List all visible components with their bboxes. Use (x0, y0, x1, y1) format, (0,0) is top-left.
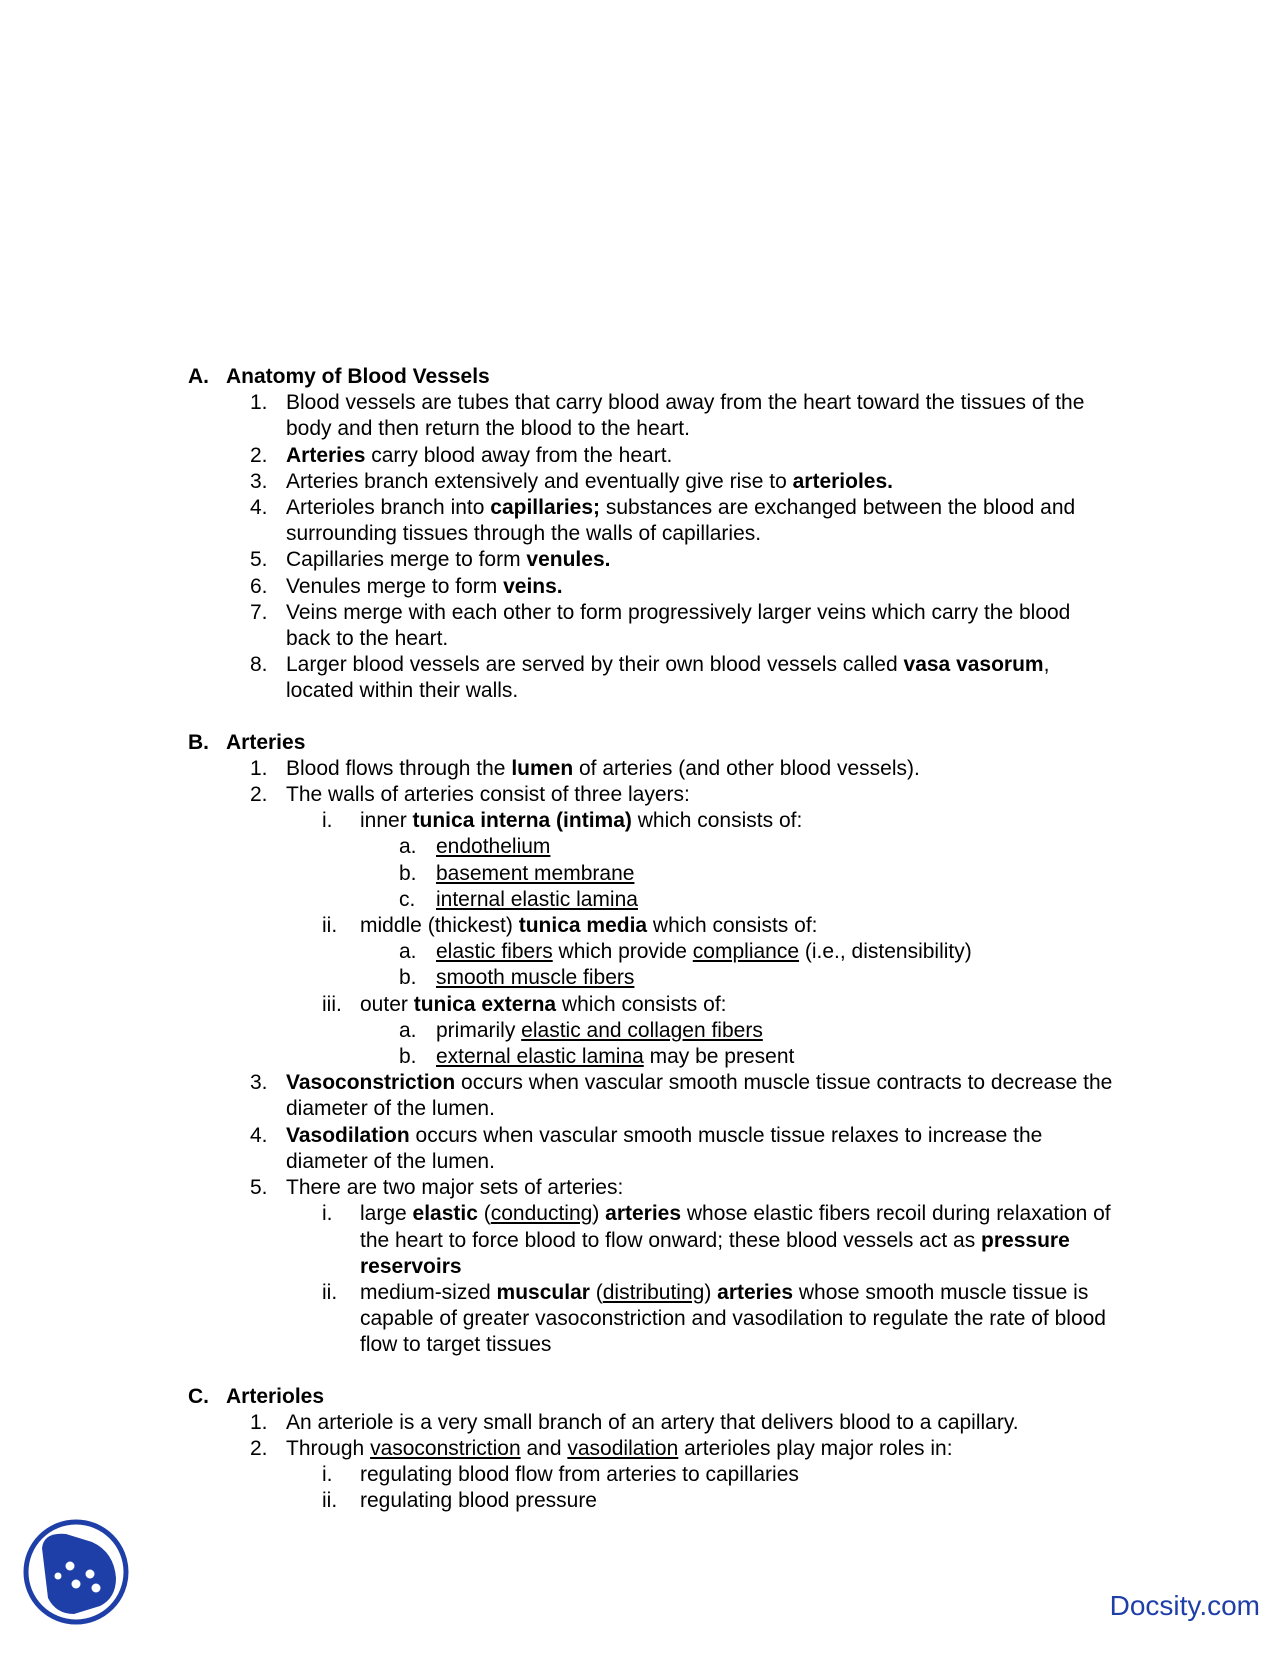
list-item-text: arterioles play major roles in: (678, 1436, 953, 1460)
list-item-text: Larger blood vessels are served by their own blood vessels called (286, 653, 904, 677)
list-item-text: internal elastic lamina (436, 887, 638, 911)
list-item-text: elastic (412, 1202, 478, 1226)
section-title: Anatomy of Blood Vessels (226, 365, 490, 388)
list-marker: 2. (250, 1436, 268, 1460)
list-item (0, 782, 1280, 808)
list-item-text: medium-sized (360, 1280, 497, 1304)
list-marker: b. (399, 1045, 417, 1069)
list-item-text: of arteries (and other blood vessels). (573, 756, 920, 780)
list-marker: b. (399, 861, 417, 885)
section-anatomy (0, 364, 1280, 705)
list-item-text: veins. (503, 574, 563, 598)
list-item (0, 939, 1280, 965)
list-item-text: elastic fibers (436, 940, 553, 964)
list-item-text: vasodilation (567, 1436, 679, 1460)
list-item-text: which consists of: (647, 914, 818, 938)
list-item (0, 574, 1280, 600)
section-arterioles (0, 1384, 1280, 1515)
list-item-text: Capillaries merge to form (286, 548, 527, 572)
list-item (0, 1070, 1280, 1122)
list-item-text: vasoconstriction (370, 1436, 521, 1460)
list-marker: c. (399, 887, 416, 911)
list-item-text: venules. (526, 548, 611, 572)
list-item-text: lumen (511, 756, 574, 780)
list-item-text: , located within their walls. (286, 653, 1050, 703)
list-item (0, 1462, 1280, 1488)
list-item (0, 1123, 1280, 1175)
list-marker: 4. (250, 1123, 268, 1147)
list-marker: a. (399, 940, 417, 964)
list-marker: 7. (250, 600, 268, 624)
list-item-text: inner (360, 809, 413, 833)
list-item-text: which consists of: (631, 809, 803, 833)
section-title: Arterioles (226, 1384, 325, 1408)
list-item (0, 887, 1280, 913)
list-item (0, 1280, 1280, 1359)
list-item-text: occurs when vascular smooth muscle tissue relaxes to increase the diameter of the lumen. (286, 1123, 1043, 1173)
list-item-text: Veins merge with each other to form progressively larger veins which carry the blood back to the heart. (286, 600, 1071, 651)
list-item (0, 1044, 1280, 1070)
list-item (0, 547, 1280, 573)
list-item-text: occurs when vascular smooth muscle tissue contracts to decrease the diameter of the lumen. (286, 1071, 1113, 1121)
section-marker: B. (188, 730, 209, 754)
list-marker: 2. (250, 783, 268, 807)
list-item (0, 913, 1280, 939)
list-item-text: tunica media (518, 914, 648, 938)
list-item-text: ( (477, 1202, 491, 1226)
list-marker: ii. (322, 1489, 338, 1513)
section-heading (0, 364, 1280, 390)
section-title: Arteries (226, 730, 306, 754)
list-marker: a. (399, 835, 417, 859)
list-item-text: Arteries (286, 443, 366, 467)
list-item (0, 390, 1280, 442)
list-item (0, 1488, 1280, 1514)
list-item-text: pressure reservoirs (360, 1228, 1070, 1278)
list-item-text: smooth muscle fibers (436, 966, 635, 990)
list-item-text: which consists of: (556, 992, 727, 1016)
list-marker: iii. (322, 992, 342, 1016)
list-item-text: endothelium (436, 835, 551, 859)
list-item (0, 1410, 1280, 1436)
list-item (0, 1175, 1280, 1201)
list-marker: ii. (322, 914, 338, 938)
list-item-text: regulating blood pressure (360, 1489, 597, 1513)
list-item-text: ) (592, 1202, 606, 1226)
list-item-text: capillaries; (490, 496, 601, 520)
list-item (0, 1018, 1280, 1044)
section-heading (0, 1384, 1280, 1410)
list-item (0, 495, 1280, 547)
list-marker: 1. (250, 391, 268, 415)
list-item-text: Vasodilation (286, 1123, 410, 1147)
section-marker: C. (188, 1384, 209, 1408)
list-item-text: substances are exchanged between the blood and surrounding tissues through the walls of capillaries. (286, 496, 1076, 546)
list-item-text: outer (360, 992, 414, 1016)
list-item-text: and (520, 1436, 568, 1460)
list-marker: 2. (250, 443, 268, 467)
list-item-text: conducting (490, 1202, 593, 1226)
list-marker: 5. (250, 548, 268, 572)
list-item-text: Vasoconstriction (286, 1071, 456, 1095)
section-marker: A. (188, 365, 209, 388)
section-arteries (0, 730, 1280, 1359)
list-item (0, 808, 1280, 834)
list-item-text: (i.e., distensibility) (799, 940, 972, 964)
list-item-text: middle (thickest) (360, 914, 519, 938)
list-marker: i. (322, 1463, 333, 1487)
list-marker: i. (322, 809, 333, 833)
docsity-logo-icon[interactable] (22, 1518, 130, 1626)
list-item (0, 992, 1280, 1018)
list-marker: 1. (250, 1410, 268, 1434)
list-item-text: Arteries branch extensively and eventually give rise to (286, 469, 793, 493)
list-item-text: Venules merge to form (286, 574, 504, 598)
list-item (0, 652, 1280, 704)
list-item-text: ) (704, 1280, 718, 1304)
list-marker: 5. (250, 1176, 268, 1200)
list-item-text: may be present (643, 1045, 795, 1069)
list-item-text: elastic and collagen fibers (521, 1018, 763, 1042)
list-item-text: vasa vasorum (903, 653, 1044, 677)
list-item-text: arteries (717, 1280, 794, 1304)
section-heading (0, 730, 1280, 756)
list-marker: i. (322, 1202, 333, 1226)
list-marker: b. (399, 966, 417, 990)
list-item-text: muscular (496, 1280, 590, 1304)
list-item-text: The walls of arteries consist of three layers: (286, 783, 690, 807)
list-item-text: large (360, 1202, 413, 1226)
list-marker: 1. (250, 756, 268, 780)
list-marker: a. (399, 1018, 417, 1042)
list-item-text: tunica interna (intima) (412, 809, 632, 833)
list-item (0, 834, 1280, 860)
list-item-text: arteries (605, 1202, 682, 1226)
list-marker: 8. (250, 653, 268, 677)
list-item-text: ( (589, 1280, 603, 1304)
list-item-text: Blood vessels are tubes that carry blood away from the heart toward the tissues of the body and then return the blood to the heart. (286, 391, 1085, 441)
list-item-text: regulating blood flow from arteries to capillaries (360, 1463, 799, 1487)
list-item-text: which provide (552, 940, 693, 964)
list-item (0, 1436, 1280, 1462)
list-item-text: compliance (692, 940, 800, 964)
list-item-text: Blood flows through the (286, 756, 512, 780)
logo-graphic (22, 1518, 130, 1626)
list-marker: 4. (250, 496, 268, 520)
list-item-text: whose elastic fibers recoil during relaxation of the heart to force blood to flow onward; these blood vessels act as (360, 1202, 1111, 1252)
list-item (0, 469, 1280, 495)
docsity-brand-link[interactable]: Docsity.com (1109, 1590, 1260, 1621)
list-item (0, 756, 1280, 782)
list-item-text: arterioles. (792, 469, 893, 493)
list-item (0, 861, 1280, 887)
list-item-text: distributing (602, 1280, 705, 1304)
list-marker: 6. (250, 574, 268, 598)
list-item-text: external elastic lamina (436, 1045, 644, 1069)
list-marker: ii. (322, 1280, 338, 1304)
list-marker: 3. (250, 469, 268, 493)
list-item-text: basement membrane (436, 861, 635, 885)
list-item-text: whose smooth muscle tissue is capable of greater vasoconstriction and vasodilation to regulate the rate of blood flow to target tissues (360, 1280, 1106, 1357)
list-item-text: Arterioles branch into (286, 496, 491, 520)
list-item (0, 600, 1280, 652)
list-item-text: An arteriole is a very small branch of an artery that delivers blood to a capillary. (286, 1410, 1019, 1434)
list-item (0, 1201, 1280, 1280)
list-item (0, 443, 1280, 469)
list-item (0, 965, 1280, 991)
document-body (0, 364, 1280, 1540)
list-item-text: carry blood away from the heart. (365, 443, 673, 467)
list-item-text: primarily (436, 1018, 522, 1042)
list-marker: 3. (250, 1071, 268, 1095)
list-item-text: There are two major sets of arteries: (286, 1176, 624, 1200)
list-item-text: tunica externa (413, 992, 557, 1016)
list-item-text: Through (286, 1436, 371, 1460)
